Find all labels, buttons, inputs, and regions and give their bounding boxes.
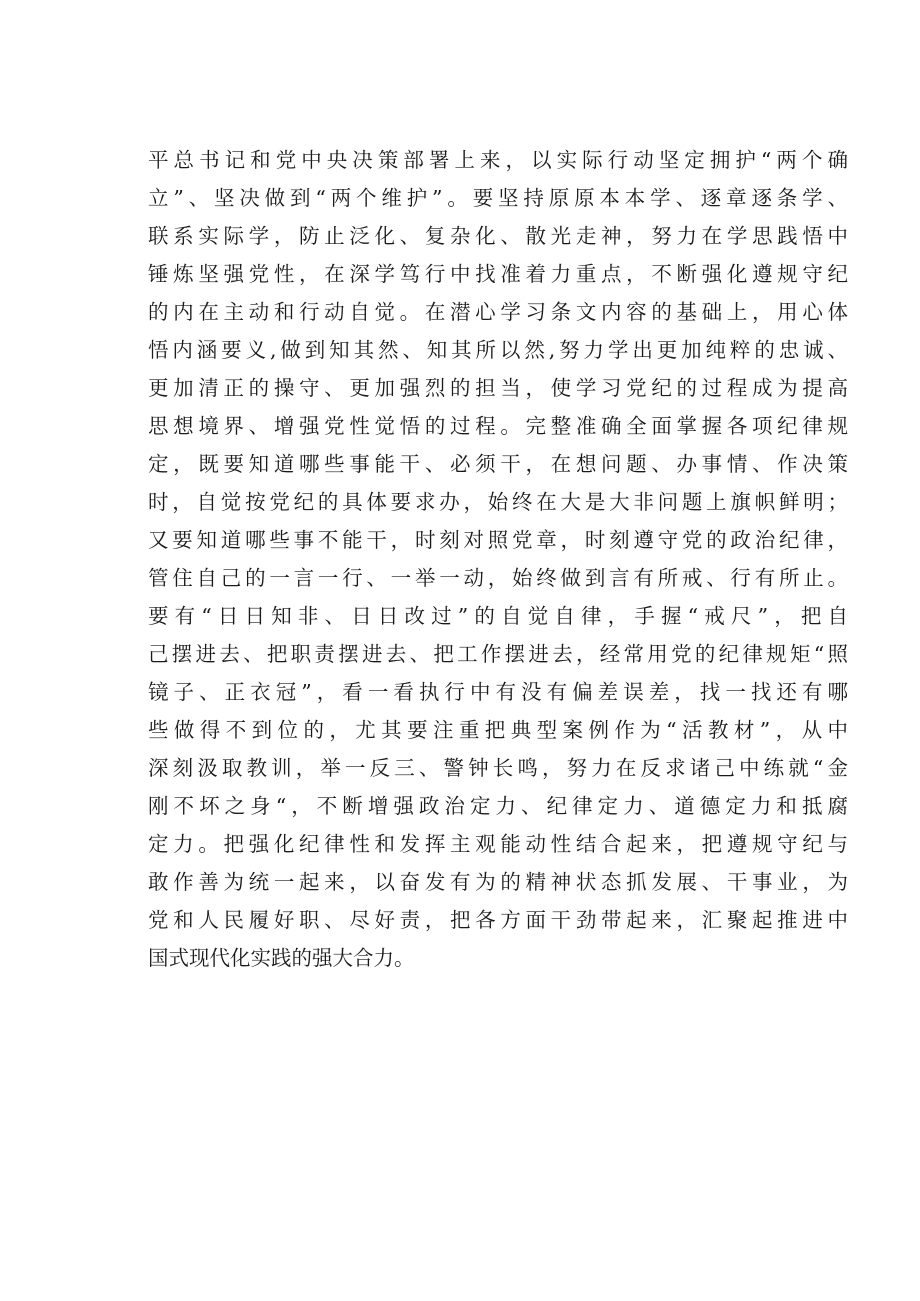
text-line: 管住自己的一言一行、一举一动，始终做到言有所戒、行有所止。 <box>148 566 848 590</box>
text-line: 己摆进去、把职责摆进去、把工作摆进去，经常用党的纪律规矩“照 <box>148 642 848 666</box>
text-line: 要有“日日知非、日日改过”的自觉自律，手握“戒尺”，把自 <box>148 604 848 628</box>
text-line: 刚不坏之身“，不断增强政治定力、纪律定力、道德定力和抵腐 <box>148 794 848 818</box>
body-paragraph <box>148 141 848 977</box>
text-line: 悟内涵要义,做到知其然、知其所以然,努力学出更加纯粹的忠诚、 <box>148 338 848 362</box>
text-line: 定，既要知道哪些事能干、必须干，在想问题、办事情、作决策 <box>148 452 848 476</box>
text-line: 时，自觉按党纪的具体要求办，始终在大是大非问题上旗帜鲜明； <box>148 490 848 514</box>
text-line: 深刻汲取教训，举一反三、警钟长鸣，努力在反求诸己中练就“金 <box>148 756 848 780</box>
text-line: 又要知道哪些事不能干，时刻对照党章，时刻遵守党的政治纪律， <box>148 528 848 552</box>
text-line: 思想境界、增强党性觉悟的过程。完整准确全面掌握各项纪律规 <box>148 414 848 438</box>
text-line: 的内在主动和行动自觉。在潜心学习条文内容的基础上，用心体 <box>148 300 848 324</box>
text-line-last: 国式现代化实践的强大合力。 <box>148 946 415 970</box>
text-line: 更加清正的操守、更加强烈的担当，使学习党纪的过程成为提高 <box>148 376 848 400</box>
text-line: 镜子、正衣冠”，看一看执行中有没有偏差误差，找一找还有哪 <box>148 680 848 704</box>
text-line: 立”、坚决做到“两个维护”。要坚持原原本本学、逐章逐条学、 <box>148 186 848 210</box>
text-line: 些做得不到位的，尤其要注重把典型案例作为“活教材”，从中 <box>148 718 848 742</box>
text-line: 敢作善为统一起来，以奋发有为的精神状态抓发展、干事业，为 <box>148 870 848 894</box>
text-line: 平总书记和党中央决策部署上来，以实际行动坚定拥护“两个确 <box>148 148 848 172</box>
text-line: 党和人民履好职、尽好责，把各方面干劲带起来，汇聚起推进中 <box>148 908 848 932</box>
text-line: 锤炼坚强党性，在深学笃行中找准着力重点，不断强化遵规守纪 <box>148 262 848 286</box>
text-line: 定力。把强化纪律性和发挥主观能动性结合起来，把遵规守纪与 <box>148 832 848 856</box>
text-line: 联系实际学，防止泛化、复杂化、散光走神，努力在学思践悟中 <box>148 224 848 248</box>
